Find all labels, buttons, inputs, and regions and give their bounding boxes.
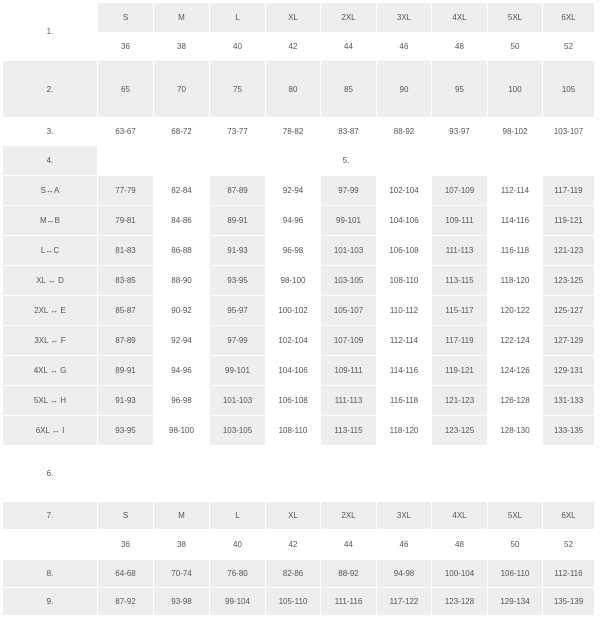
table-cell: 111-116	[321, 588, 377, 616]
empty-cell	[266, 446, 321, 502]
table-cell: 107-109	[432, 176, 488, 206]
table-cell: 76-80	[210, 560, 266, 588]
table-cell: 102-104	[266, 326, 321, 356]
table-cell: 81-83	[98, 236, 154, 266]
table-cell: 103-107	[543, 118, 595, 146]
section-number: 5.	[98, 146, 595, 176]
table-cell: XL	[266, 3, 321, 33]
table-row	[3, 118, 595, 146]
table-cell: 63-67	[98, 118, 154, 146]
table-cell: 82-86	[266, 560, 321, 588]
table-cell: 87-89	[98, 326, 154, 356]
table-cell: 108-110	[377, 266, 432, 296]
table-cell: 123-128	[432, 588, 488, 616]
table-cell: 38	[154, 33, 210, 61]
table-cell: 106-110	[488, 560, 543, 588]
table-cell: 108-110	[266, 416, 321, 446]
table-cell: 129-131	[543, 356, 595, 386]
table-cell: 94-96	[266, 206, 321, 236]
table-row	[3, 386, 595, 416]
table-cell: 104-106	[266, 356, 321, 386]
table-cell: 65	[98, 61, 154, 118]
empty-cell	[543, 446, 595, 502]
table-cell: 77-79	[98, 176, 154, 206]
table-cell: 123-125	[432, 416, 488, 446]
table-cell: 89-91	[98, 356, 154, 386]
table-cell: 38	[154, 530, 210, 560]
table-cell: 99-101	[210, 356, 266, 386]
table-cell: 105-110	[266, 588, 321, 616]
table-cell: 121-123	[543, 236, 595, 266]
row-label: 3XL ↔ F	[3, 326, 98, 356]
table-cell: 6XL	[543, 3, 595, 33]
empty-cell	[377, 446, 432, 502]
table-cell: 88-92	[321, 560, 377, 588]
table-cell: 75	[210, 61, 266, 118]
table-cell: 111-113	[432, 236, 488, 266]
empty-cell	[154, 446, 210, 502]
row-label: 5XL ↔ H	[3, 386, 98, 416]
table-cell: 86-88	[154, 236, 210, 266]
table-cell: 110-112	[377, 296, 432, 326]
table-cell: 93-97	[432, 118, 488, 146]
table-cell: 125-127	[543, 296, 595, 326]
section-number: 6.	[3, 446, 98, 502]
table-cell: 116-118	[377, 386, 432, 416]
table-cell: 52	[543, 33, 595, 61]
table-row	[3, 356, 595, 386]
table-cell: 113-115	[321, 416, 377, 446]
table-cell: 109-111	[432, 206, 488, 236]
empty-cell	[98, 446, 154, 502]
table-row	[3, 588, 595, 616]
empty-cell	[488, 446, 543, 502]
table-cell: 91-93	[210, 236, 266, 266]
table-cell: 103-105	[210, 416, 266, 446]
table-cell: 115-117	[432, 296, 488, 326]
table-cell: L	[210, 3, 266, 33]
table-cell: 131-133	[543, 386, 595, 416]
table-cell: 50	[488, 33, 543, 61]
table-cell: 78-82	[266, 118, 321, 146]
table-cell: 118-120	[377, 416, 432, 446]
row-label: L↔C	[3, 236, 98, 266]
table-cell: 40	[210, 530, 266, 560]
table-row	[3, 502, 595, 530]
table-cell: 36	[98, 530, 154, 560]
table-cell: 133-135	[543, 416, 595, 446]
table-cell: 119-121	[543, 206, 595, 236]
table-cell: 79-81	[98, 206, 154, 236]
table-cell: 102-104	[377, 176, 432, 206]
table-cell: 88-92	[377, 118, 432, 146]
table-cell: 46	[377, 33, 432, 61]
size-table	[2, 2, 595, 616]
table-cell: 99-104	[210, 588, 266, 616]
empty-cell	[321, 446, 377, 502]
table-cell: 42	[266, 530, 321, 560]
table-cell: S	[98, 3, 154, 33]
table-cell: 120-122	[488, 296, 543, 326]
table-cell: 126-128	[488, 386, 543, 416]
table-cell: 109-111	[321, 356, 377, 386]
table-cell: 117-119	[432, 326, 488, 356]
table-cell: 92-94	[154, 326, 210, 356]
table-cell: 36	[98, 33, 154, 61]
empty-cell	[210, 446, 266, 502]
table-cell: 88-90	[154, 266, 210, 296]
table-cell: 135-139	[543, 588, 595, 616]
table-cell: 85	[321, 61, 377, 118]
table-cell: 94-98	[377, 560, 432, 588]
table-cell: 117-119	[543, 176, 595, 206]
table-row	[3, 146, 595, 176]
table-cell: 122-124	[488, 326, 543, 356]
table-cell: 96-98	[266, 236, 321, 266]
table-cell: 101-103	[321, 236, 377, 266]
table-cell: 100-102	[266, 296, 321, 326]
table-cell: 90-92	[154, 296, 210, 326]
table-cell: 97-99	[321, 176, 377, 206]
table-cell: 107-109	[321, 326, 377, 356]
table-row	[3, 206, 595, 236]
table-cell: 70-74	[154, 560, 210, 588]
table-cell: 129-134	[488, 588, 543, 616]
table-cell: 121-123	[432, 386, 488, 416]
table-cell: 124-126	[488, 356, 543, 386]
table-cell: 82-84	[154, 176, 210, 206]
table-cell: 105	[543, 61, 595, 118]
size-chart	[2, 2, 594, 616]
table-cell: 44	[321, 33, 377, 61]
table-cell: 118-120	[488, 266, 543, 296]
table-cell: 103-105	[321, 266, 377, 296]
table-cell: M	[154, 3, 210, 33]
table-row	[3, 3, 595, 33]
table-cell: 83-87	[321, 118, 377, 146]
table-cell: 44	[321, 530, 377, 560]
table-cell: 112-114	[377, 326, 432, 356]
table-cell: 114-116	[377, 356, 432, 386]
table-row	[3, 176, 595, 206]
empty-cell	[3, 530, 98, 560]
table-cell: 5XL	[488, 3, 543, 33]
table-cell: 105-107	[321, 296, 377, 326]
table-cell: M	[154, 502, 210, 530]
table-row	[3, 560, 595, 588]
table-cell: 46	[377, 530, 432, 560]
table-cell: 5XL	[488, 502, 543, 530]
table-cell: 52	[543, 530, 595, 560]
table-cell: 42	[266, 33, 321, 61]
table-cell: 119-121	[432, 356, 488, 386]
table-cell: 106-108	[266, 386, 321, 416]
table-cell: 48	[432, 530, 488, 560]
section-number: 3.	[3, 118, 98, 146]
table-cell: 89-91	[210, 206, 266, 236]
table-cell: 93-95	[210, 266, 266, 296]
table-cell: 100-104	[432, 560, 488, 588]
table-cell: 3XL	[377, 502, 432, 530]
table-cell: 128-130	[488, 416, 543, 446]
table-cell: 2XL	[321, 3, 377, 33]
table-cell: 112-116	[543, 560, 595, 588]
table-cell: 85-87	[98, 296, 154, 326]
table-cell: 90	[377, 61, 432, 118]
table-cell: 48	[432, 33, 488, 61]
table-cell: 113-115	[432, 266, 488, 296]
table-cell: 114-116	[488, 206, 543, 236]
table-cell: 94-96	[154, 356, 210, 386]
section-number: 9.	[3, 588, 98, 616]
row-label: M↔B	[3, 206, 98, 236]
table-cell: 83-85	[98, 266, 154, 296]
table-cell: 98-100	[266, 266, 321, 296]
row-label: 4XL ↔ G	[3, 356, 98, 386]
table-cell: 73-77	[210, 118, 266, 146]
table-row	[3, 236, 595, 266]
section-number: 2.	[3, 61, 98, 118]
table-cell: 70	[154, 61, 210, 118]
table-cell: 116-118	[488, 236, 543, 266]
table-cell: 104-106	[377, 206, 432, 236]
table-row	[3, 446, 595, 502]
row-label: 6XL ↔ I	[3, 416, 98, 446]
table-cell: 106-108	[377, 236, 432, 266]
table-cell: 112-114	[488, 176, 543, 206]
table-cell: 96-98	[154, 386, 210, 416]
table-cell: 92-94	[266, 176, 321, 206]
table-cell: 111-113	[321, 386, 377, 416]
table-cell: 4XL	[432, 3, 488, 33]
table-cell: 127-129	[543, 326, 595, 356]
row-label: 2XL ↔ E	[3, 296, 98, 326]
table-row	[3, 326, 595, 356]
table-row	[3, 530, 595, 560]
table-cell: 98-102	[488, 118, 543, 146]
table-cell: 4XL	[432, 502, 488, 530]
section-number: 7.	[3, 502, 98, 530]
table-cell: 93-98	[154, 588, 210, 616]
table-row	[3, 61, 595, 118]
table-cell: S	[98, 502, 154, 530]
table-cell: 64-68	[98, 560, 154, 588]
table-cell: L	[210, 502, 266, 530]
table-cell: 117-122	[377, 588, 432, 616]
section-number: 1.	[3, 3, 98, 61]
section-number: 4.	[3, 146, 98, 176]
table-row	[3, 266, 595, 296]
row-label: XL ↔ D	[3, 266, 98, 296]
table-cell: 84-86	[154, 206, 210, 236]
table-cell: 99-101	[321, 206, 377, 236]
row-label: S↔A	[3, 176, 98, 206]
table-cell: 2XL	[321, 502, 377, 530]
table-cell: 98-100	[154, 416, 210, 446]
section-number: 8.	[3, 560, 98, 588]
table-cell: 97-99	[210, 326, 266, 356]
table-cell: 123-125	[543, 266, 595, 296]
table-cell: 3XL	[377, 3, 432, 33]
table-cell: 40	[210, 33, 266, 61]
table-cell: 91-93	[98, 386, 154, 416]
table-cell: 87-92	[98, 588, 154, 616]
table-cell: XL	[266, 502, 321, 530]
table-row	[3, 296, 595, 326]
table-cell: 50	[488, 530, 543, 560]
table-cell: 93-95	[98, 416, 154, 446]
table-cell: 101-103	[210, 386, 266, 416]
table-cell: 87-89	[210, 176, 266, 206]
table-row	[3, 416, 595, 446]
empty-cell	[432, 446, 488, 502]
table-cell: 80	[266, 61, 321, 118]
table-cell: 100	[488, 61, 543, 118]
table-cell: 6XL	[543, 502, 595, 530]
table-cell: 95-97	[210, 296, 266, 326]
table-cell: 68-72	[154, 118, 210, 146]
table-cell: 95	[432, 61, 488, 118]
